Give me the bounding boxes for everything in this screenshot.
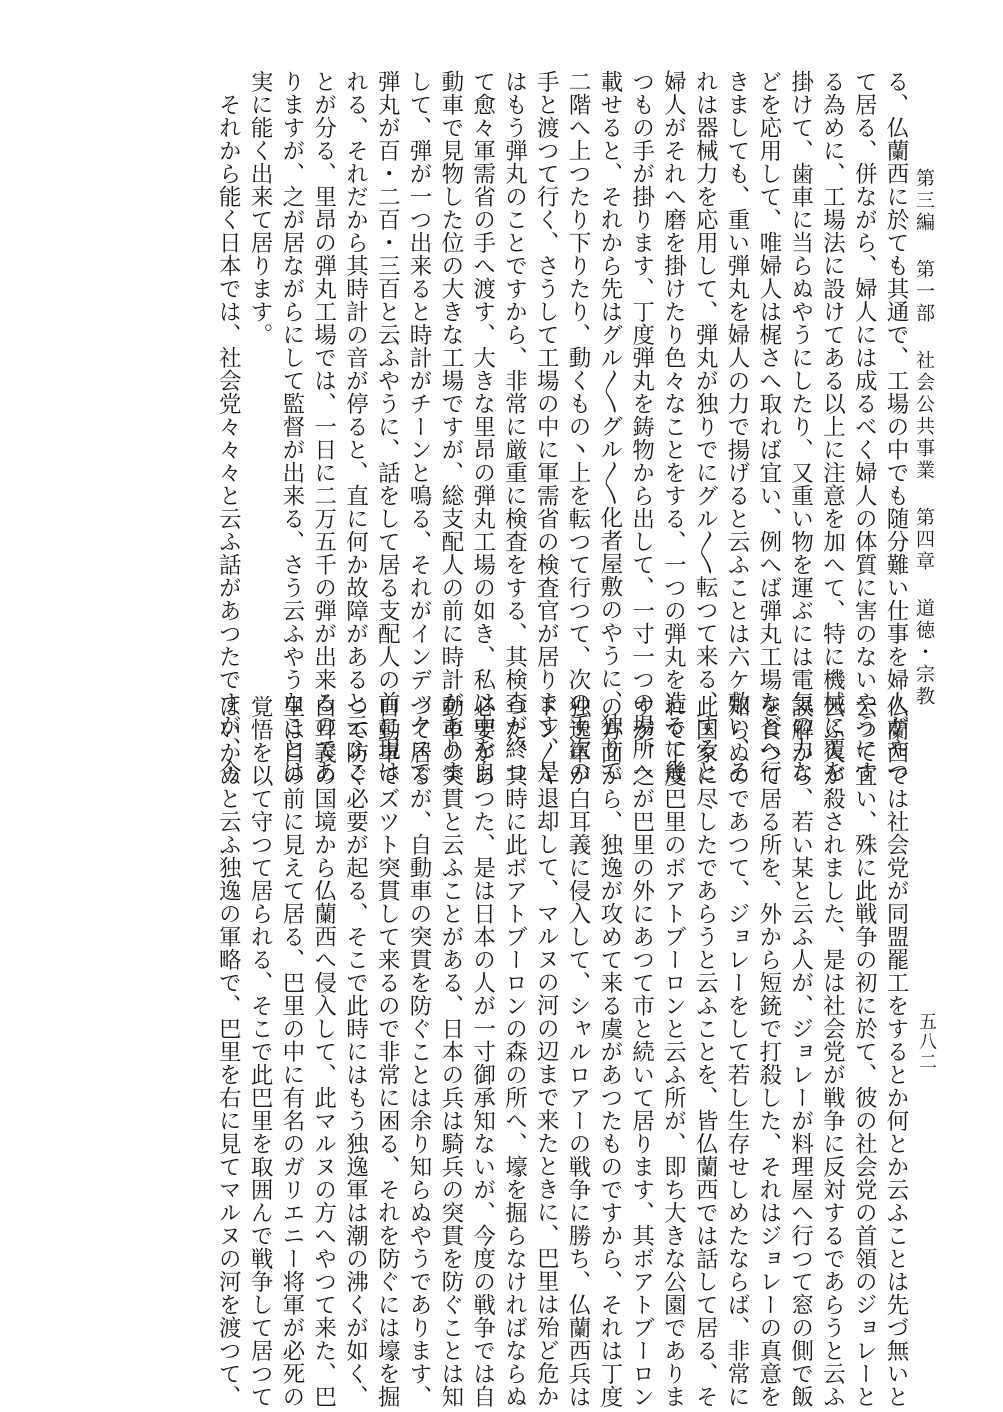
text-line: て居る、併ながら、婦人には成るべく婦人の体質に害のないやうにす: [851, 70, 878, 783]
header-section: 第一部: [913, 259, 935, 325]
text-line: 掛けて、歯車に当らぬやうにしたり、又重い物を運ぶには電気の力な: [787, 70, 814, 783]
text-line: れで丁度巴里のボアトブーロンと云ふ所が、即ち大きな公園でありま: [660, 695, 687, 1408]
text-line: つもの手が掛ります、丁度弾丸を鋳物から出して、一寸一つの場所へ: [628, 70, 655, 783]
text-line: 弾丸が百・二百・三百と云ふやうに、話をして居る支配人の前に現は: [374, 70, 401, 783]
text-line: どを応用して、唯婦人は梶さへ取れば宜い、例へば弾丸工場などへ行: [755, 70, 782, 783]
text-line: 動車で見物した位の大きな工場ですが、総支配人の前に時計がありま: [437, 70, 464, 783]
lower-text-block: [211, 695, 911, 1408]
text-line: それから能く日本では、社会党々々々と云ふ話があつたですが、今: [215, 70, 242, 783]
text-line: 知らぬのであつて、ジョレーをして若し生存せしめたならば、非常に: [724, 695, 751, 1408]
text-line: 必要があつた、是は日本の人が一寸御承知ないが、今度の戦争では自: [469, 695, 496, 1408]
upper-text-block: [211, 70, 911, 783]
text-line: 覚悟を以て守つて居られる、そこで此巴里を取囲んで戦争して居つて: [247, 695, 274, 1408]
text-line: 此国家に尽したであらうと云ふことを、皆仏蘭西では話して居る、そ: [692, 695, 719, 1408]
text-line: を食つて居る所を、外から短銃で打殺した、それはジョレーの真意を: [755, 695, 782, 1408]
page-number: 五八二: [916, 1012, 937, 1072]
text-line: て愈々軍需省の手へ渡す、大きな里昂の弾丸工場の如き、私は中を自: [469, 70, 496, 783]
header-chapter-title: 道徳・宗教: [913, 598, 935, 708]
text-line: 云つて宜い、殊に此戦争の初に於て、彼の社会党の首領のジョレーと: [851, 695, 878, 1408]
text-line: 婦人がそれへ磨を掛けたり色々なことをする、一つの弾丸を造るに幾: [660, 70, 687, 783]
text-line: の方面から、独逸が攻めて来る虞があつたものですから、それは丁度: [596, 695, 623, 1408]
text-line: つた、其時に此ボアトブーロンの森の所へ、壕を掘らなければならぬ: [501, 695, 528, 1408]
text-line: れる、それだから其時計の音が停ると、直に何か故障があると云ふこ: [342, 70, 369, 783]
text-line: れは器械力を応用して、弾丸が独りでにグル〳〵転つて来る、すると: [692, 70, 719, 783]
header-topic: 社会公共事業: [913, 350, 935, 482]
text-line: 実に能く出来て居ります。: [247, 70, 274, 346]
text-line: 二階へ上つたり下りたり、動くもの丶上を転つて行つて、次の手次の: [565, 70, 592, 783]
text-line: きましても、重い弾丸を婦人の力で揚げると云ふことは六ケ敷い、そ: [724, 70, 751, 783]
text-line: 白耳義の国境から仏蘭西へ侵入して、此マルヌの方へやつて来た、巴: [310, 695, 337, 1408]
text-line: 手と渡つて行く、さうして工場の中に軍需省の検査官が居ります、是: [533, 70, 560, 783]
running-header: [911, 168, 938, 708]
text-line: はいかぬと云ふ独逸の軍略で、巴里を右に見てマルヌの河を渡つて、: [215, 695, 242, 1408]
text-line: 自動車でズツト突貫して来るので非常に困る、それを防ぐには壕を掘: [374, 695, 401, 1408]
text-line: つて防ぐ必要が起る、そこで此時にはもう独逸軍は潮の沸くが如く、: [342, 695, 369, 1408]
text-line: る、仏蘭西に於ても其通で、工場の中でも随分難い仕事を婦人がやつ: [883, 70, 909, 783]
text-line: ドン〳〵退却して、マルヌの河の辺まで来たときに、巴里は殆ど危か: [533, 695, 560, 1408]
header-chapter: 第四章: [913, 507, 935, 573]
text-line: 載せると、それから先はグル〳〵グル〳〵化者屋敷のやうに、独りで: [596, 70, 623, 782]
text-line: とが分る、里昂の弾丸工場では、一日に二万五千の弾が出来るのであ: [310, 70, 337, 783]
text-line: 仏蘭西では社会党が同盟罷工をするとか何とか云ふことは先づ無いと: [883, 695, 909, 1408]
text-line: 動車の突貫と云ふことがある、日本の兵は騎兵の突貫を防ぐことは知: [437, 695, 464, 1408]
text-line: 誤解から、若い某と云ふ人が、ジョレーが料理屋へ行つて窓の側で飯: [787, 695, 814, 1408]
text-line: りますが、之が居ながらにして監督が出来る、さう云ふやうなことは: [278, 70, 305, 783]
text-line: して、弾が一つ出来ると時計がチーンと鳴る、それがインデックスで: [406, 70, 433, 783]
text-line: 里は目の前に見えて居る、巴里の中に有名のガリエニー将軍が必死の: [278, 695, 305, 1408]
text-line: つて居るが、自動車の突貫を防ぐことは余り知らぬやうであります、: [406, 695, 433, 1408]
text-line: はもう弾丸のことですから、非常に厳重に検査をする、其検査が終つ: [501, 70, 528, 783]
text-line: すが、之が巴里の外にあつて市と続いて居ります、其ボアトブーロン: [628, 695, 655, 1408]
text-line: 独逸軍が白耳義に侵入して、シャルロアーの戦争に勝ち、仏蘭西兵は: [565, 695, 592, 1408]
text-line: 云ふ人が殺されました、是は社会党が戦争に反対するであらうと云ふ: [819, 695, 846, 1408]
text-line: る為めに、工場法に設けてある以上に注意を加へて、特に機械に覆を: [819, 70, 846, 783]
header-part: 第三編: [913, 168, 935, 234]
